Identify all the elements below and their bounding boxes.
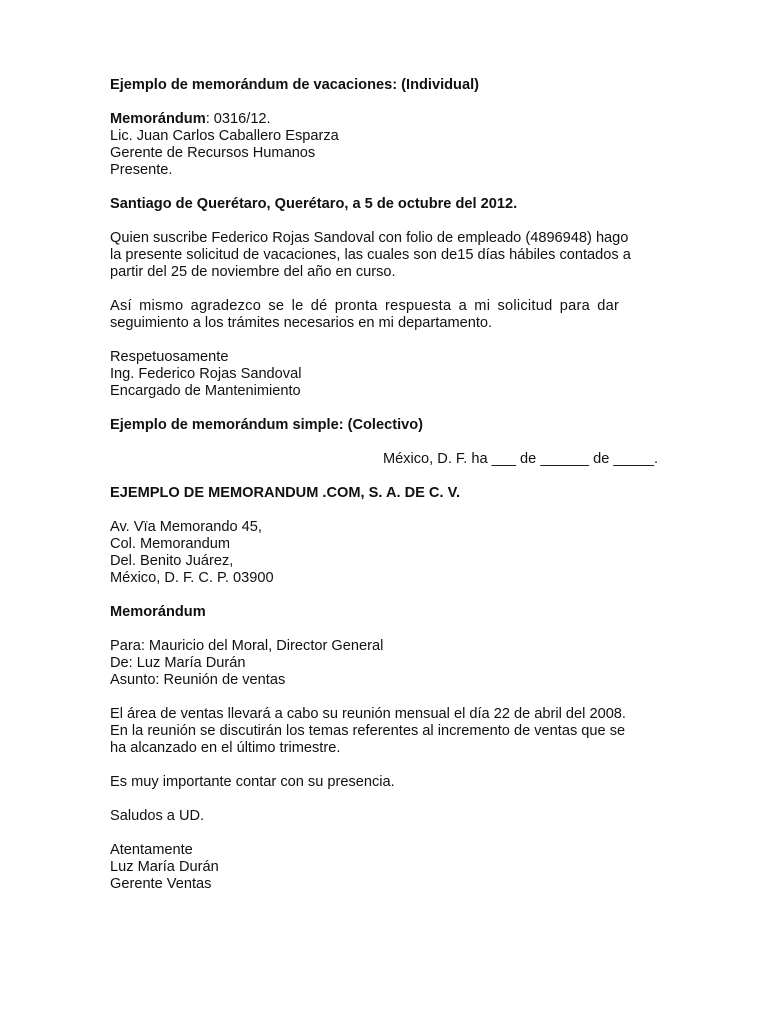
section1-title: Ejemplo de memorándum de vacaciones: (Individual) [110, 77, 479, 93]
address-line: Av. Vïa Memorando 45, [110, 519, 262, 535]
memo-to: Para: Mauricio del Moral, Director General [110, 638, 384, 654]
signer-name-2: Luz María Durán [110, 859, 219, 875]
section2-title: Ejemplo de memorándum simple: (Colectivo) [110, 417, 424, 433]
spacer [110, 332, 658, 349]
spacer [110, 468, 658, 485]
address-line: México, D. F. C. P. 03900 [110, 570, 274, 586]
spacer [110, 502, 658, 519]
spacer [110, 791, 658, 808]
paragraph-line: la presente solicitud de vacaciones, las cuales son de15 días hábiles contados a [110, 247, 631, 263]
spacer [110, 281, 658, 298]
spacer [110, 689, 658, 706]
importance-line: Es muy importante contar con su presencia. [110, 774, 395, 790]
paragraph-line: partir del 25 de noviembre del año en curso. [110, 264, 396, 280]
document-page [110, 77, 658, 893]
request-paragraph [110, 230, 658, 281]
address-line: Del. Benito Juárez, [110, 553, 234, 569]
spacer [110, 621, 658, 638]
spacer [110, 94, 658, 111]
signer-name: Ing. Federico Rojas Sandoval [110, 366, 302, 382]
spacer [110, 179, 658, 196]
memo-number: : 0316/12. [205, 111, 271, 127]
place-date: Santiago de Querétaro, Querétaro, a 5 de octubre del 2012. [110, 196, 518, 212]
memo-number-line [110, 111, 658, 128]
spacer [110, 434, 658, 451]
memo-subject: Asunto: Reunión de ventas [110, 672, 286, 688]
company-name: EJEMPLO DE MEMORANDUM .COM, S. A. DE C. V. [110, 485, 461, 501]
followup-paragraph [110, 298, 658, 332]
memo-heading: Memorándum [110, 604, 206, 620]
closing: Respetuosamente [110, 349, 229, 365]
recipient-name: Lic. Juan Carlos Caballero Esparza [110, 128, 339, 144]
date-line: México, D. F. ha ___ de ______ de _____. [382, 451, 658, 467]
signer-role: Encargado de Mantenimiento [110, 383, 301, 399]
memo-label: Memorándum [110, 111, 206, 127]
paragraph-line: Así mismo agradezco se le dé pronta respuesta a mi solicitud para dar [110, 298, 620, 314]
paragraph-line: ha alcanzado en el último trimestre. [110, 740, 341, 756]
recipient-present: Presente. [110, 162, 173, 178]
spacer [110, 213, 658, 230]
recipient-role: Gerente de Recursos Humanos [110, 145, 316, 161]
spacer [110, 400, 658, 417]
paragraph-line: seguimiento a los trámites necesarios en mi departamento. [110, 315, 493, 331]
paragraph-line: En la reunión se discutirán los temas referentes al incremento de ventas que se [110, 723, 626, 739]
address-line: Col. Memorandum [110, 536, 231, 552]
spacer [110, 757, 658, 774]
signer-role-2: Gerente Ventas [110, 876, 212, 892]
spacer [110, 587, 658, 604]
greeting-line: Saludos a UD. [110, 808, 205, 824]
paragraph-line: Quien suscribe Federico Rojas Sandoval con folio de empleado (4896948) hago [110, 230, 629, 246]
spacer [110, 825, 658, 842]
memo-body [110, 706, 658, 757]
closing-2: Atentamente [110, 842, 193, 858]
memo-from: De: Luz María Durán [110, 655, 246, 671]
paragraph-line: El área de ventas llevará a cabo su reunión mensual el día 22 de abril del 2008. [110, 706, 626, 722]
